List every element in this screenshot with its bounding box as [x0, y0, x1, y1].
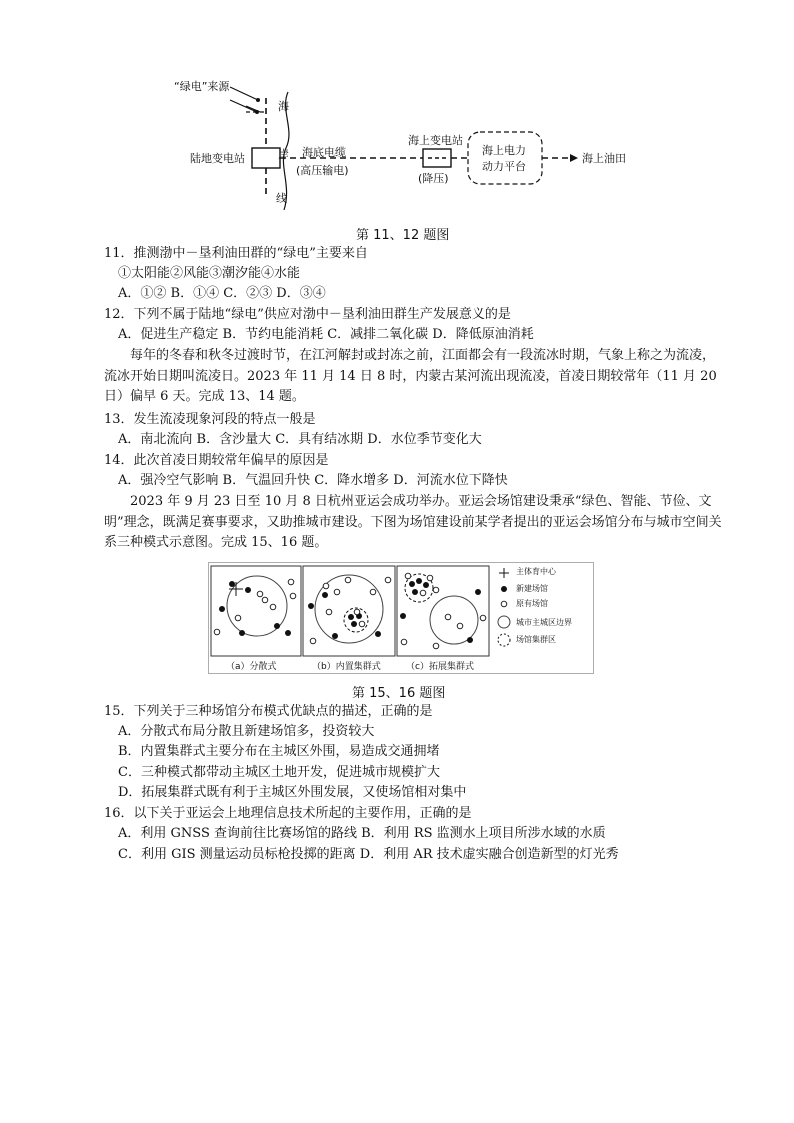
- label-oilfield: 海上油田: [582, 152, 626, 165]
- panel-b-label: （b）内置集群式: [312, 662, 381, 672]
- q13-options: A．南北流向 B．含沙量大 C．具有结冰期 D．水位季节变化大: [118, 432, 482, 447]
- label-coast-an: 岸: [278, 148, 289, 161]
- label-coast-xian: 线: [276, 192, 287, 205]
- panel-c-label: （c）拓展集群式: [406, 662, 474, 672]
- label-sea-station: 海上变电站: [408, 134, 463, 147]
- legend-old-venue: 原有场馆: [516, 599, 548, 608]
- green-power-diagram-svg: [160, 70, 640, 220]
- figure-caption-15-16: 第 15、16 题图: [352, 686, 446, 701]
- venue-pattern-figure: [208, 562, 594, 674]
- arrow-head: [570, 154, 578, 162]
- q14-stem: 14．此次首凌日期较常年偏早的原因是: [104, 453, 329, 468]
- q11-items: ①太阳能②风能③潮汐能④水能: [118, 266, 301, 281]
- q14-options: A．强冷空气影响 B．气温回升快 C．降水增多 D．河流水位下降快: [118, 473, 508, 488]
- legend-cluster-area: 场馆集群区: [516, 635, 556, 644]
- q16-options-cd: C．利用 GIS 测量运动员标枪投掷的距离 D．利用 AR 技术虚实融合创造新型的灯光秀: [118, 847, 619, 862]
- passage-ice-flow: 每年的冬春和秋冬过渡时节，在江河解封或封冻之前，江面都会有一段流冰时期，气象上称之为流凌，流冰开始日期叫流凌日。2023 年 11 月 14 日 8 时，内蒙古某河流出现流凌，首凌日期较常年（11 月 20 日）偏早 6 天。完成 13、14 题。: [104, 348, 717, 404]
- q15-option-a: A．分散式布局分散且新建场馆多，投资较大: [118, 724, 375, 739]
- source-dot-1: [256, 98, 260, 102]
- q12-options: A．促进生产稳定 B．节约电能消耗 C．减排二氧化碳 D．降低原油消耗: [118, 327, 534, 342]
- figure-caption-11-12: 第 11、12 题图: [356, 228, 450, 243]
- q11-stem: 11．推测渤中－垦利油田群的“绿电”主要来自: [104, 246, 368, 261]
- green-power-diagram: [160, 70, 640, 220]
- source-line-1: [230, 87, 258, 100]
- legend-city-boundary: 城市主城区边界: [516, 618, 572, 627]
- source-line-2: [230, 100, 257, 112]
- label-land-station: 陆地变电站: [190, 152, 245, 165]
- q15-option-b: B．内置集群式主要分布在主城区外围，易造成交通拥堵: [118, 744, 440, 759]
- legend-new-venue: 新建场馆: [516, 584, 548, 593]
- panel-a-label: （a）分散式: [226, 662, 277, 672]
- legend-main-center: 主体育中心: [516, 567, 556, 576]
- label-platform-line1: 海上电力: [482, 144, 526, 157]
- label-platform-line2: 动力平台: [482, 160, 526, 173]
- q16-stem: 16．以下关于亚运会上地理信息技术所起的主要作用，正确的是: [104, 806, 472, 821]
- q12-stem: 12．下列不属于陆地“绿电”供应对渤中－垦利油田群生产发展意义的是: [104, 307, 511, 322]
- q16-options-ab: A．利用 GNSS 查询前往比赛场馆的路线 B．利用 RS 监测水上项目所涉水域的水质: [118, 826, 606, 841]
- land-substation-box: [252, 148, 280, 168]
- q15-stem: 15．下列关于三种场馆分布模式优缺点的描述，正确的是: [104, 704, 433, 719]
- label-cable: 海底电缆: [302, 146, 346, 159]
- q13-stem: 13．发生流凌现象河段的特点一般是: [104, 412, 316, 427]
- label-cable-note: (高压输电): [296, 164, 349, 177]
- q11-options: A．①② B．①④ C．②③ D．③④: [118, 286, 326, 301]
- q15-option-c: C．三种模式都带动主城区土地开发，促进城市规模扩大: [118, 765, 440, 780]
- passage-asian-games: 2023 年 9 月 23 日至 10 月 8 日杭州亚运会成功举办。亚运会场馆建设秉承“绿色、智能、节俭、文明”理念，既满足赛事要求，又助推城市建设。下图为场馆建设前某学者提出的亚运会场馆分布与城市空间关系三种模式示意图。完成 15、16 题。: [104, 494, 722, 550]
- q15-option-d: D．拓展集群式既有利于主城区外围发展，又使场馆相对集中: [118, 785, 467, 800]
- label-sea-station-note: (降压): [418, 172, 449, 185]
- label-sea: 海: [278, 100, 289, 113]
- label-green-source: “绿电”来源: [174, 80, 230, 93]
